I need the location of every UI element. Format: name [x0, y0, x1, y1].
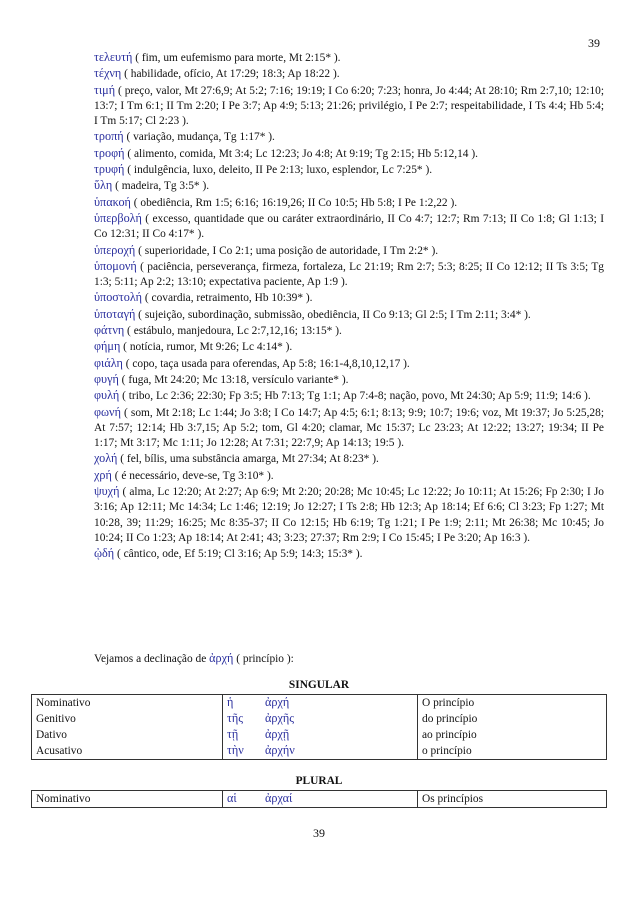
entry-definition: ( alma, Lc 12:20; At 2:27; Ap 6:9; Mt 2:20; 20:28; Mc 10:45; Lc 12:22; Jo 10:11; At 15:26; Fp 2:30; I Jo 3:16; Ap 12:11; Mc 14:34; Lc 1:46; 12:19; Jo 12:27; I Ts 2:8; Hb 12:3; Ap 18:14; Ef 6:6; Cl 3:23; Fp 1:27; Mt 10:28, 39; 11:29; 16:25; Mc 8:35-37; II Co 12:15; Hb 6:19; Tg 1:21; I Pe 1:9; 2:11; Mt 26:38; Mc 10:45; Jo 10:24; II Co 1:23; Ap 18:14; At 2:41; 43; 3:23; 27:37; Rm 2:9; I Co 15:45; I Pe 3:20; Ap 16:3 ). [94, 486, 604, 544]
entry-definition: ( habilidade, ofício, At 17:29; 18:3; Ap 18:22 ). [121, 68, 340, 81]
declension-row [32, 791, 607, 808]
entry-definition: ( é necessário, deve-se, Tg 3:10* ). [111, 469, 274, 482]
greek-term: τρυφή [94, 162, 125, 177]
greek-noun: ἀρχή [265, 695, 290, 709]
greek-article: τῆς [227, 711, 244, 725]
vocabulary-entry [94, 129, 604, 145]
greek-form-cell [223, 791, 418, 808]
greek-term: ὑποστολή [94, 290, 143, 305]
greek-term: ᾠδή [94, 546, 115, 561]
declension-row [32, 727, 607, 743]
greek-noun: ἀρχήν [265, 743, 295, 757]
greek-term: φάτνη [94, 323, 125, 338]
greek-article: τὴν [227, 743, 244, 757]
plural-title: PLURAL [295, 775, 343, 787]
entry-definition: ( alimento, comida, Mt 3:4; Lc 12:23; Jo 4:8; At 9:19; Tg 2:15; Hb 5:12,14 ). [124, 147, 478, 160]
greek-term: τελευτή [94, 50, 133, 64]
declension-row [32, 695, 607, 712]
greek-term: ὕλη [94, 178, 113, 193]
entry-definition: ( covardia, retraimento, Hb 10:39* ). [142, 292, 313, 305]
entry-definition: ( sujeição, subordinação, submissão, obediência, II Co 9:13; Gl 2:5; I Tm 2:11; 3:4* ). [135, 308, 531, 321]
singular-table [31, 694, 607, 760]
plural-table [31, 790, 607, 808]
vocabulary-entry [94, 356, 604, 372]
greek-term: ὑποταγή [94, 306, 136, 321]
case-cell: Genitivo [32, 711, 223, 727]
greek-term: ὑπερβολή [94, 210, 142, 225]
greek-article: ἡ [227, 695, 234, 709]
greek-term: φωνή [94, 404, 121, 419]
greek-term: φυγή [94, 371, 119, 386]
entry-definition: ( estábulo, manjedoura, Lc 2:7,12,16; 13:15* ). [124, 325, 342, 338]
vocabulary-entry [94, 339, 604, 355]
vocabulary-entry [94, 388, 604, 404]
vocabulary-entry [94, 66, 604, 82]
greek-term: φυλή [94, 388, 120, 403]
greek-term: ὑπεροχή [94, 242, 136, 257]
translation-cell: O princípio [418, 695, 607, 712]
intro-greek-word: ἀρχή [209, 651, 234, 665]
translation-cell: ao princípio [418, 727, 607, 743]
greek-form-cell [223, 727, 418, 743]
greek-article: αἱ [227, 791, 237, 805]
vocabulary-entry [94, 405, 604, 452]
vocabulary-entry [94, 211, 604, 243]
entry-definition: ( variação, mudança, Tg 1:17* ). [123, 131, 275, 144]
entry-definition: ( madeira, Tg 3:5* ). [112, 180, 210, 193]
intro-text: Vejamos a declinação de [94, 653, 210, 665]
greek-term: τροπή [94, 129, 124, 144]
greek-noun: ἀρχῆς [265, 711, 295, 725]
greek-term: ψυχή [94, 484, 120, 499]
vocabulary-entry [94, 50, 604, 66]
entry-definition: ( tribo, Lc 2:36; 22:30; Fp 3:5; Hb 7:13; Tg 1:1; Ap 7:4-8; nação, povo, Mt 24:30; Ap 5:9; 11:9; 14:6 ). [119, 390, 591, 403]
vocabulary-entry [94, 195, 604, 211]
entry-definition: ( preço, valor, Mt 27:6,9; At 5:2; 7:16; 19:19; I Co 6:20; 7:23; honra, Jo 4:44; At 28:10; Rm 2:7,10; 12:10; 13:7; I Tm 6:1; II Tm 2:20; I Pe 3:7; Ap 4:9; 5:13; 21:26; privilégio, I Pe 2:7; respeitabilidade, I Ts 4:4; Hb 5:4; I Tm 5:17; Cl 2:23 ). [94, 84, 604, 128]
entry-definition: ( notícia, rumor, Mt 9:26; Lc 4:14* ). [120, 341, 293, 354]
greek-form-cell [223, 711, 418, 727]
greek-term: χρή [94, 467, 112, 482]
vocabulary-entry [94, 451, 604, 467]
vocabulary-entry [94, 290, 604, 306]
entry-definition: ( fim, um eufemismo para morte, Mt 2:15* ). [132, 52, 341, 64]
entry-definition: ( superioridade, I Co 2:1; uma posição de autoridade, I Tm 2:2* ). [135, 244, 439, 257]
singular-title: SINGULAR [288, 679, 350, 691]
entry-definition: ( som, Mt 2:18; Lc 1:44; Jo 3:8; I Co 14:7; Ap 4:5; 6:1; 8:13; 9:9; 10:7; 19:6; voz, Mt 19:37; Jo 5:25,28; At 7:57; 12:14; Hb 3:7,15; Ap 5:2; tom, Gl 4:20; clamar, Mc 15:37; Lc 23:23; At 12:22; 13:27; 19:34; II Pe 1:17; Mt 3:17; Mc 1:11; Jo 12:28; At 7:31; 22:7,9; Ap 14:13; 19:5 ). [94, 406, 604, 450]
vocabulary-entry [94, 162, 604, 178]
translation-cell: o princípio [418, 743, 607, 760]
translation-cell: do princípio [418, 711, 607, 727]
greek-noun: ἀρχῇ [265, 727, 290, 741]
declension-row [32, 743, 607, 760]
case-cell: Acusativo [32, 743, 223, 760]
vocabulary-entry [94, 146, 604, 162]
greek-term: τιμή [94, 82, 116, 97]
greek-term: τέχνη [94, 66, 122, 81]
greek-form-cell [223, 695, 418, 712]
vocabulary-entry [94, 259, 604, 291]
vocabulary-entry [94, 307, 604, 323]
greek-term: τροφή [94, 145, 125, 160]
entry-definition: ( fel, bílis, uma substância amarga, Mt 27:34; At 8:23* ). [117, 453, 379, 466]
entry-definition: ( fuga, Mt 24:20; Mc 13:18, versículo variante* ). [118, 373, 349, 386]
vocabulary-entry [94, 468, 604, 484]
case-cell: Dativo [32, 727, 223, 743]
greek-term: φιάλη [94, 355, 123, 370]
translation-cell: Os princípios [418, 791, 607, 808]
declension-row [32, 711, 607, 727]
page-number-bottom: 39 [313, 826, 325, 840]
greek-article: τῇ [227, 727, 239, 741]
entry-definition: ( paciência, perseverança, firmeza, fortaleza, Lc 21:19; Rm 2:7; 5:3; 8:25; II Co 12:12; II Ts 3:5; Tg 1:3; 5:11; Ap 2:2; 13:10; expectativa paciente, Ap 1:9 ). [94, 260, 604, 289]
greek-term: φήμη [94, 339, 121, 354]
greek-term: ὑπακοή [94, 194, 131, 209]
entry-definition: ( excesso, quantidade que ou caráter extraordinário, II Co 4:7; 12:7; Rm 7:13; II Co 1:8; Gl 1:13; I Co 12:31; II Co 4:17* ). [94, 212, 604, 241]
entry-definition: ( obediência, Rm 1:5; 6:16; 16:19,26; II Co 10:5; Hb 5:8; I Pe 1:2,22 ). [130, 196, 458, 209]
vocabulary-entry [94, 546, 604, 562]
vocabulary-entry [94, 83, 604, 130]
vocabulary-entry [94, 178, 604, 194]
greek-form-cell [223, 743, 418, 760]
greek-noun: ἀρχαί [265, 791, 293, 805]
intro-text-end: ( princípio ): [233, 653, 294, 665]
vocabulary-entry [94, 323, 604, 339]
vocabulary-list [94, 50, 604, 563]
greek-term: χολή [94, 451, 118, 466]
vocabulary-entry [94, 372, 604, 388]
case-cell: Nominativo [32, 695, 223, 712]
declension-intro [94, 651, 294, 666]
entry-definition: ( indulgência, luxo, deleito, II Pe 2:13; luxo, esplendor, Lc 7:25* ). [124, 164, 433, 177]
entry-definition: ( copo, taça usada para oferendas, Ap 5:8; 16:1-4,8,10,12,17 ). [122, 357, 410, 370]
case-cell: Nominativo [32, 791, 223, 808]
vocabulary-entry [94, 484, 604, 546]
greek-term: ὑπομονή [94, 258, 137, 273]
entry-definition: ( cântico, ode, Ef 5:19; Cl 3:16; Ap 5:9; 14:3; 15:3* ). [114, 548, 363, 561]
vocabulary-entry [94, 243, 604, 259]
page-number-top: 39 [588, 36, 600, 50]
